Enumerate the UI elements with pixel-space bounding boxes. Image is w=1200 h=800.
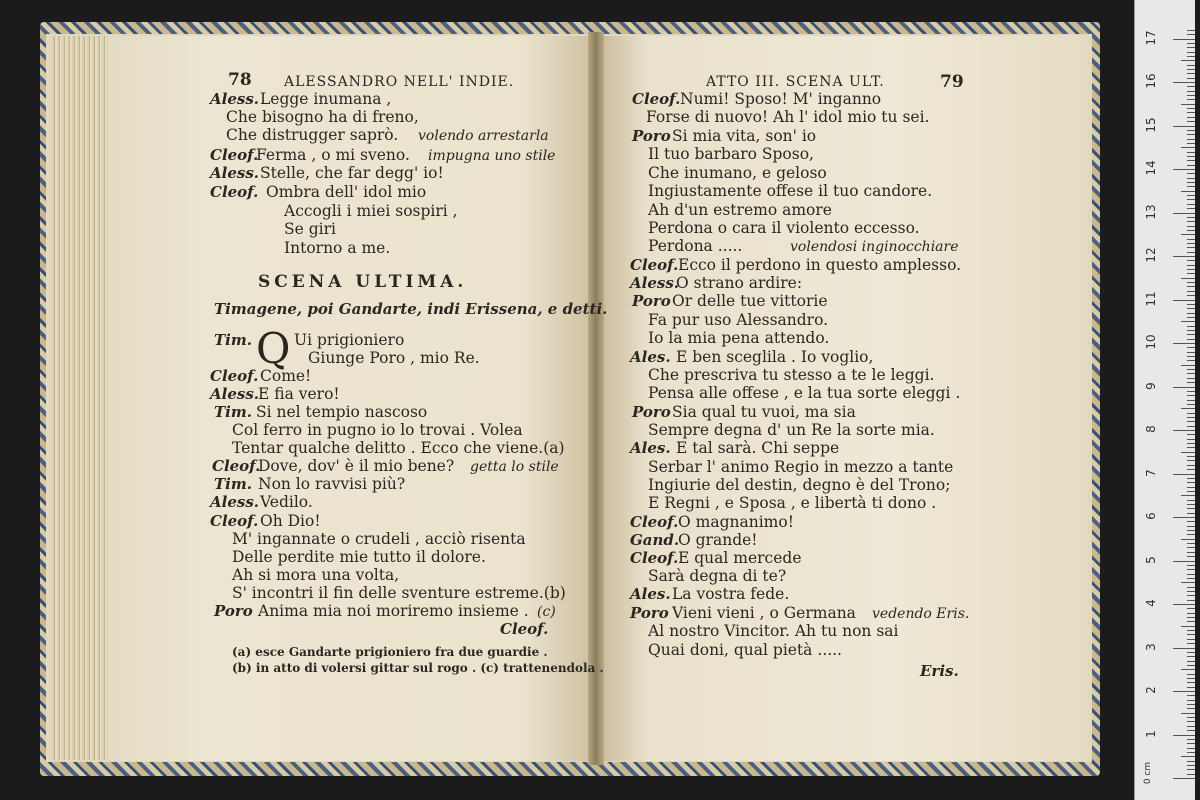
verse-line: Delle perdite mie tutto il dolore. — [232, 548, 486, 566]
ruler-tick — [1187, 508, 1195, 509]
ruler-tick — [1173, 648, 1195, 649]
ruler-tick — [1187, 195, 1195, 196]
ruler-tick — [1187, 556, 1195, 557]
ruler-tick — [1187, 352, 1195, 353]
verse-line: Ui prigioniero — [294, 331, 405, 349]
ruler-tick — [1187, 56, 1195, 57]
ruler-tick — [1187, 313, 1195, 314]
ruler-tick — [1187, 421, 1195, 422]
ruler-tick — [1187, 43, 1195, 44]
ruler-tick — [1173, 778, 1195, 779]
ruler-tick — [1187, 704, 1195, 705]
ruler-tick — [1187, 78, 1195, 79]
speaker-label: Gand. — [630, 531, 680, 549]
ruler-tick — [1187, 656, 1195, 657]
ruler-tick — [1187, 491, 1195, 492]
ruler-tick — [1181, 713, 1195, 714]
ruler-tick — [1187, 700, 1195, 701]
verse-line: Sarà degna di te? — [648, 567, 787, 585]
speaker-label: Poro — [632, 127, 671, 145]
ruler-tick — [1187, 52, 1195, 53]
ruler-tick — [1173, 430, 1195, 431]
ruler-tick — [1187, 630, 1195, 631]
ruler-tick — [1187, 469, 1195, 470]
verse-line: Vieni vieni , o Germana — [672, 604, 856, 622]
ruler-tick — [1187, 286, 1195, 287]
ruler-tick — [1187, 552, 1195, 553]
ruler-tick — [1187, 347, 1195, 348]
verse-line: Che inumano, e geloso — [648, 164, 827, 182]
ruler-tick — [1187, 265, 1195, 266]
speaker-label: Aless. — [210, 164, 259, 182]
verse-line: E qual mercede — [678, 549, 802, 567]
ruler-tick — [1187, 665, 1195, 666]
speaker-label: Poro — [632, 292, 671, 310]
ruler-tick — [1187, 726, 1195, 727]
ruler-tick — [1181, 278, 1195, 279]
scene-characters: Timagene, poi Gandarte, indi Erissena, e detti. — [214, 300, 608, 318]
ruler-tick — [1187, 500, 1195, 501]
ruler-tick — [1187, 221, 1195, 222]
ruler-tick — [1187, 404, 1195, 405]
ruler-tick — [1187, 34, 1195, 35]
verse-line: Quai doni, qual pietà ..... — [648, 641, 842, 659]
verse-line: Ferma , o mi sveno. — [256, 146, 410, 164]
speaker-label: Cleof. — [210, 146, 259, 164]
verse-line: E fia vero! — [258, 385, 340, 403]
ruler-tick — [1187, 186, 1195, 187]
ruler-tick — [1187, 547, 1195, 548]
ruler-tick — [1187, 417, 1195, 418]
verse-line: Che prescriva tu stesso a te le leggi. — [648, 366, 935, 384]
speaker-label: Aless. — [210, 90, 259, 108]
ruler-tick — [1187, 282, 1195, 283]
scene-title: SCENA ULTIMA. — [258, 272, 468, 292]
ruler-tick — [1187, 621, 1195, 622]
verse-line: Accogli i miei sospiri , — [284, 202, 458, 220]
catchword: Cleof. — [500, 620, 549, 638]
ruler-tick — [1187, 152, 1195, 153]
ruler-tick — [1187, 513, 1195, 514]
ruler-tick — [1187, 526, 1195, 527]
speaker-label: Ales. — [630, 348, 671, 366]
ruler-tick — [1187, 652, 1195, 653]
stage-direction: volendo arrestarla — [418, 128, 549, 144]
verse-line: O strano ardire: — [676, 274, 803, 292]
ruler-tick — [1187, 530, 1195, 531]
ruler-tick — [1187, 121, 1195, 122]
ruler-tick — [1187, 478, 1195, 479]
ruler-tick — [1187, 708, 1195, 709]
ruler-label: 13 — [1144, 203, 1158, 220]
verse-line: M' ingannate o crudeli , acciò risenta — [232, 530, 526, 548]
verse-line: Pensa alle offese , e la tua sorte eleggi . — [648, 384, 961, 402]
ruler-tick — [1187, 173, 1195, 174]
drop-cap: Q — [256, 324, 291, 373]
speaker-label: Tim. — [214, 331, 252, 349]
right-running-head: ATTO III. SCENA ULT. — [706, 74, 885, 90]
ruler-tick — [1181, 321, 1195, 322]
ruler-tick — [1187, 217, 1195, 218]
ruler-tick — [1187, 465, 1195, 466]
ruler-tick — [1187, 73, 1195, 74]
ruler-tick — [1187, 378, 1195, 379]
ruler-tick — [1187, 613, 1195, 614]
stage-direction: vedendo Eris. — [872, 606, 970, 622]
ruler-tick — [1187, 243, 1195, 244]
ruler-tick — [1187, 308, 1195, 309]
ruler-tick — [1181, 147, 1195, 148]
ruler-tick — [1181, 452, 1195, 453]
verse-line: Come! — [260, 367, 312, 385]
speaker-label: Cleof. — [210, 367, 259, 385]
verse-line: Dove, dov' è il mio bene? — [258, 457, 455, 475]
ruler-tick — [1187, 456, 1195, 457]
ruler-tick — [1187, 504, 1195, 505]
speaker-label: Aless. — [210, 385, 259, 403]
ruler-tick — [1187, 460, 1195, 461]
ruler-tick — [1187, 748, 1195, 749]
ruler-tick — [1187, 117, 1195, 118]
ruler-tick — [1187, 730, 1195, 731]
footnote: (b) in atto di volersi gittar sul rogo . (c) trattenendola . — [232, 661, 604, 675]
ruler-label: 10 — [1144, 334, 1158, 350]
ruler-tick — [1187, 112, 1195, 113]
ruler-tick — [1181, 408, 1195, 409]
ruler-tick — [1187, 639, 1195, 640]
ruler-tick — [1187, 578, 1195, 579]
stage-direction: volendosi inginocchiare — [790, 239, 959, 255]
ruler-tick — [1173, 387, 1195, 388]
verse-line: Si mia vita, son' io — [672, 127, 817, 145]
ruler-tick — [1187, 139, 1195, 140]
ruler-tick — [1173, 82, 1195, 83]
ruler-tick — [1187, 682, 1195, 683]
ruler-tick — [1187, 608, 1195, 609]
ruler-tick — [1187, 413, 1195, 414]
ruler-tick — [1181, 104, 1195, 105]
verse-line: Ah d'un estremo amore — [648, 201, 832, 219]
ruler-tick — [1187, 260, 1195, 261]
ruler-tick — [1187, 439, 1195, 440]
ruler-tick — [1187, 273, 1195, 274]
speaker-label: Poro — [632, 403, 671, 421]
verse-line: Io la mia pena attendo. — [648, 329, 830, 347]
ruler-tick — [1187, 317, 1195, 318]
verse-line: Stelle, che far degg' io! — [260, 164, 444, 182]
ruler-tick — [1173, 39, 1195, 40]
ruler-tick — [1173, 169, 1195, 170]
ruler-tick — [1187, 591, 1195, 592]
ruler-label: 2 — [1144, 686, 1158, 694]
ruler-tick — [1181, 60, 1195, 61]
ruler-label: 0 cm — [1143, 761, 1154, 785]
ruler-tick — [1187, 534, 1195, 535]
speaker-label: Tim. — [214, 403, 252, 421]
ruler-label: 4 — [1144, 599, 1158, 607]
speaker-label: Cleof. — [212, 457, 261, 475]
ruler-tick — [1187, 304, 1195, 305]
verse-line: Giunge Poro , mio Re. — [308, 349, 480, 367]
verse-line: Oh Dio! — [260, 512, 321, 530]
verse-line: Che distrugger saprò. — [226, 126, 399, 144]
ruler-tick — [1187, 569, 1195, 570]
ruler-tick — [1187, 482, 1195, 483]
ruler-tick — [1187, 543, 1195, 544]
ruler-tick — [1187, 199, 1195, 200]
ruler-tick — [1187, 252, 1195, 253]
ruler-tick — [1173, 474, 1195, 475]
verse-line: Anima mia noi moriremo insieme . — [258, 602, 529, 620]
ruler-tick — [1187, 426, 1195, 427]
verse-line: Ah si mora una volta, — [232, 566, 400, 584]
measuring-ruler — [1134, 0, 1195, 800]
ruler-label: 17 — [1144, 29, 1158, 46]
verse-line: Non lo ravvisi più? — [258, 475, 406, 493]
left-page-number: 78 — [228, 70, 252, 90]
verse-line: E Regni , e Sposa , e libertà ti dono . — [648, 494, 937, 512]
ruler-tick — [1181, 191, 1195, 192]
ruler-tick — [1187, 447, 1195, 448]
ruler-tick — [1187, 717, 1195, 718]
verse-line: Serbar l' animo Regio in mezzo a tante — [648, 458, 954, 476]
ruler-tick — [1187, 400, 1195, 401]
ruler-tick — [1187, 269, 1195, 270]
verse-line: E tal sarà. Chi seppe — [676, 439, 840, 457]
ruler-tick — [1187, 487, 1195, 488]
speaker-label: Cleof. — [210, 512, 259, 530]
ruler-tick — [1181, 234, 1195, 235]
ruler-label: 9 — [1144, 381, 1158, 390]
ruler-label: 3 — [1144, 642, 1158, 651]
ruler-tick — [1187, 165, 1195, 166]
ruler-tick — [1187, 434, 1195, 435]
ruler-tick — [1173, 213, 1195, 214]
verse-line: Sempre degna d' un Re la sorte mia. — [648, 421, 935, 439]
ruler-tick — [1187, 91, 1195, 92]
ruler-tick — [1181, 669, 1195, 670]
speaker-label: Aless. — [630, 274, 679, 292]
ruler-tick — [1187, 752, 1195, 753]
speaker-label: Cleof. — [632, 90, 681, 108]
speaker-label: Tim. — [214, 475, 252, 493]
speaker-label: Aless. — [210, 493, 259, 511]
ruler-tick — [1187, 674, 1195, 675]
ruler-tick — [1187, 661, 1195, 662]
ruler-tick — [1187, 291, 1195, 292]
ruler-tick — [1187, 239, 1195, 240]
ruler-tick — [1187, 695, 1195, 696]
ruler-label: 8 — [1144, 425, 1158, 433]
ruler-tick — [1187, 143, 1195, 144]
speaker-label: Cleof. — [630, 549, 679, 567]
ruler-tick — [1187, 595, 1195, 596]
ruler-tick — [1187, 574, 1195, 575]
ruler-tick — [1187, 160, 1195, 161]
ruler-tick — [1187, 360, 1195, 361]
verse-line: Se giri — [284, 220, 336, 238]
catchword: Eris. — [920, 662, 959, 680]
verse-line: Forse di nuovo! Ah l' idol mio tu sei. — [646, 108, 930, 126]
ruler-tick — [1187, 443, 1195, 444]
ruler-tick — [1187, 617, 1195, 618]
ruler-tick — [1187, 69, 1195, 70]
ruler-tick — [1181, 626, 1195, 627]
verse-line: S' incontri il fin delle sventure estreme.(b) — [232, 584, 566, 602]
verse-line: Perdona ..... — [648, 237, 743, 255]
ruler-tick — [1181, 495, 1195, 496]
ruler-tick — [1187, 226, 1195, 227]
left-running-head: ALESSANDRO NELL' INDIE. — [284, 74, 515, 90]
right-page-number: 79 — [940, 72, 964, 92]
verse-line: Perdona o cara il violento eccesso. — [648, 219, 920, 237]
ruler-tick — [1173, 561, 1195, 562]
ruler-tick — [1187, 369, 1195, 370]
ruler-tick — [1187, 765, 1195, 766]
speaker-label: Cleof. — [630, 513, 679, 531]
ruler-tick — [1173, 256, 1195, 257]
ruler-tick — [1187, 334, 1195, 335]
speaker-label: Ales. — [630, 439, 671, 457]
ruler-tick — [1187, 130, 1195, 131]
ruler-tick — [1187, 86, 1195, 87]
verse-line: Si nel tempio nascoso — [256, 403, 428, 421]
ruler-tick — [1187, 330, 1195, 331]
ruler-tick — [1187, 587, 1195, 588]
book-gutter — [588, 32, 604, 765]
verse-line: O grande! — [678, 531, 758, 549]
ruler-tick — [1187, 208, 1195, 209]
ruler-tick — [1187, 565, 1195, 566]
ruler-tick — [1187, 247, 1195, 248]
verse-line: Tentar qualche delitto . Ecco che viene.(a) — [232, 439, 565, 457]
ruler-tick — [1173, 343, 1195, 344]
ruler-tick — [1187, 521, 1195, 522]
speaker-label: Poro — [630, 604, 669, 622]
ruler-tick — [1181, 582, 1195, 583]
ruler-tick — [1187, 687, 1195, 688]
ruler-tick — [1181, 365, 1195, 366]
ruler-tick — [1187, 178, 1195, 179]
ruler-label: 15 — [1144, 116, 1158, 133]
ruler-tick — [1187, 326, 1195, 327]
ruler-tick — [1187, 721, 1195, 722]
ruler-tick — [1187, 47, 1195, 48]
ruler-tick — [1187, 156, 1195, 157]
ruler-label: 1 — [1144, 729, 1158, 738]
stage-direction: (c) — [537, 604, 556, 620]
stage-direction: impugna uno stile — [428, 148, 556, 164]
ruler-tick — [1173, 691, 1195, 692]
ruler-tick — [1187, 30, 1195, 31]
verse-line: Or delle tue vittorie — [672, 292, 828, 310]
ruler-tick — [1187, 600, 1195, 601]
verse-line: O magnanimo! — [678, 513, 794, 531]
verse-line: La vostra fede. — [672, 585, 790, 603]
verse-line: Al nostro Vincitor. Ah tu non sai — [648, 622, 899, 640]
verse-line: Intorno a me. — [284, 239, 391, 257]
ruler-tick — [1187, 739, 1195, 740]
ruler-tick — [1187, 182, 1195, 183]
speaker-label: Cleof. — [210, 183, 259, 201]
verse-line: Fa pur uso Alessandro. — [648, 311, 829, 329]
ruler-tick — [1173, 126, 1195, 127]
footnote: (a) esce Gandarte prigioniero fra due guardie . — [232, 645, 548, 659]
speaker-label: Cleof. — [630, 256, 679, 274]
ruler-tick — [1187, 230, 1195, 231]
page-edges — [52, 36, 116, 760]
verse-line: Col ferro in pugno io lo trovai . Volea — [232, 421, 523, 439]
ruler-tick — [1187, 65, 1195, 66]
ruler-tick — [1187, 774, 1195, 775]
verse-line: Sia qual tu vuoi, ma sia — [672, 403, 856, 421]
ruler-tick — [1187, 339, 1195, 340]
ruler-tick — [1173, 517, 1195, 518]
ruler-label: 7 — [1144, 468, 1158, 477]
ruler-tick — [1187, 634, 1195, 635]
verse-line: Vedilo. — [260, 493, 313, 511]
verse-line: Numi! Sposo! M' inganno — [680, 90, 882, 108]
ruler-label: 6 — [1144, 512, 1158, 520]
ruler-tick — [1173, 735, 1195, 736]
ruler-label: 5 — [1144, 555, 1158, 564]
ruler-tick — [1187, 356, 1195, 357]
ruler-tick — [1187, 678, 1195, 679]
ruler-tick — [1187, 395, 1195, 396]
ruler-tick — [1187, 204, 1195, 205]
ruler-tick — [1187, 373, 1195, 374]
ruler-tick — [1181, 539, 1195, 540]
verse-line: Ombra dell' idol mio — [266, 183, 427, 201]
verse-line: E ben sceglila . Io voglio, — [676, 348, 874, 366]
ruler-label: 11 — [1144, 290, 1158, 307]
verse-line: Legge inumana , — [260, 90, 392, 108]
ruler-tick — [1187, 769, 1195, 770]
ruler-tick — [1173, 300, 1195, 301]
verse-line: Ingiurie del destin, degno è del Trono; — [648, 476, 951, 494]
verse-line: Che bisogno ha di freno, — [226, 108, 419, 126]
ruler-label: 16 — [1144, 73, 1158, 89]
ruler-tick — [1187, 761, 1195, 762]
ruler-label: 12 — [1144, 247, 1158, 263]
verse-line: Il tuo barbaro Sposo, — [648, 145, 814, 163]
ruler-tick — [1187, 743, 1195, 744]
ruler-tick — [1187, 99, 1195, 100]
speaker-label: Poro — [214, 602, 253, 620]
ruler-tick — [1173, 604, 1195, 605]
ruler-tick — [1187, 108, 1195, 109]
ruler-tick — [1187, 643, 1195, 644]
ruler-label: 14 — [1144, 160, 1158, 176]
ruler-tick — [1187, 295, 1195, 296]
ruler-tick — [1187, 134, 1195, 135]
verse-line: Ecco il perdono in questo amplesso. — [678, 256, 962, 274]
speaker-label: Ales. — [630, 585, 671, 603]
ruler-tick — [1187, 95, 1195, 96]
verse-line: Ingiustamente offese il tuo candore. — [648, 182, 933, 200]
ruler-tick — [1181, 756, 1195, 757]
stage-direction: getta lo stile — [470, 459, 559, 475]
ruler-tick — [1187, 382, 1195, 383]
ruler-tick — [1187, 391, 1195, 392]
